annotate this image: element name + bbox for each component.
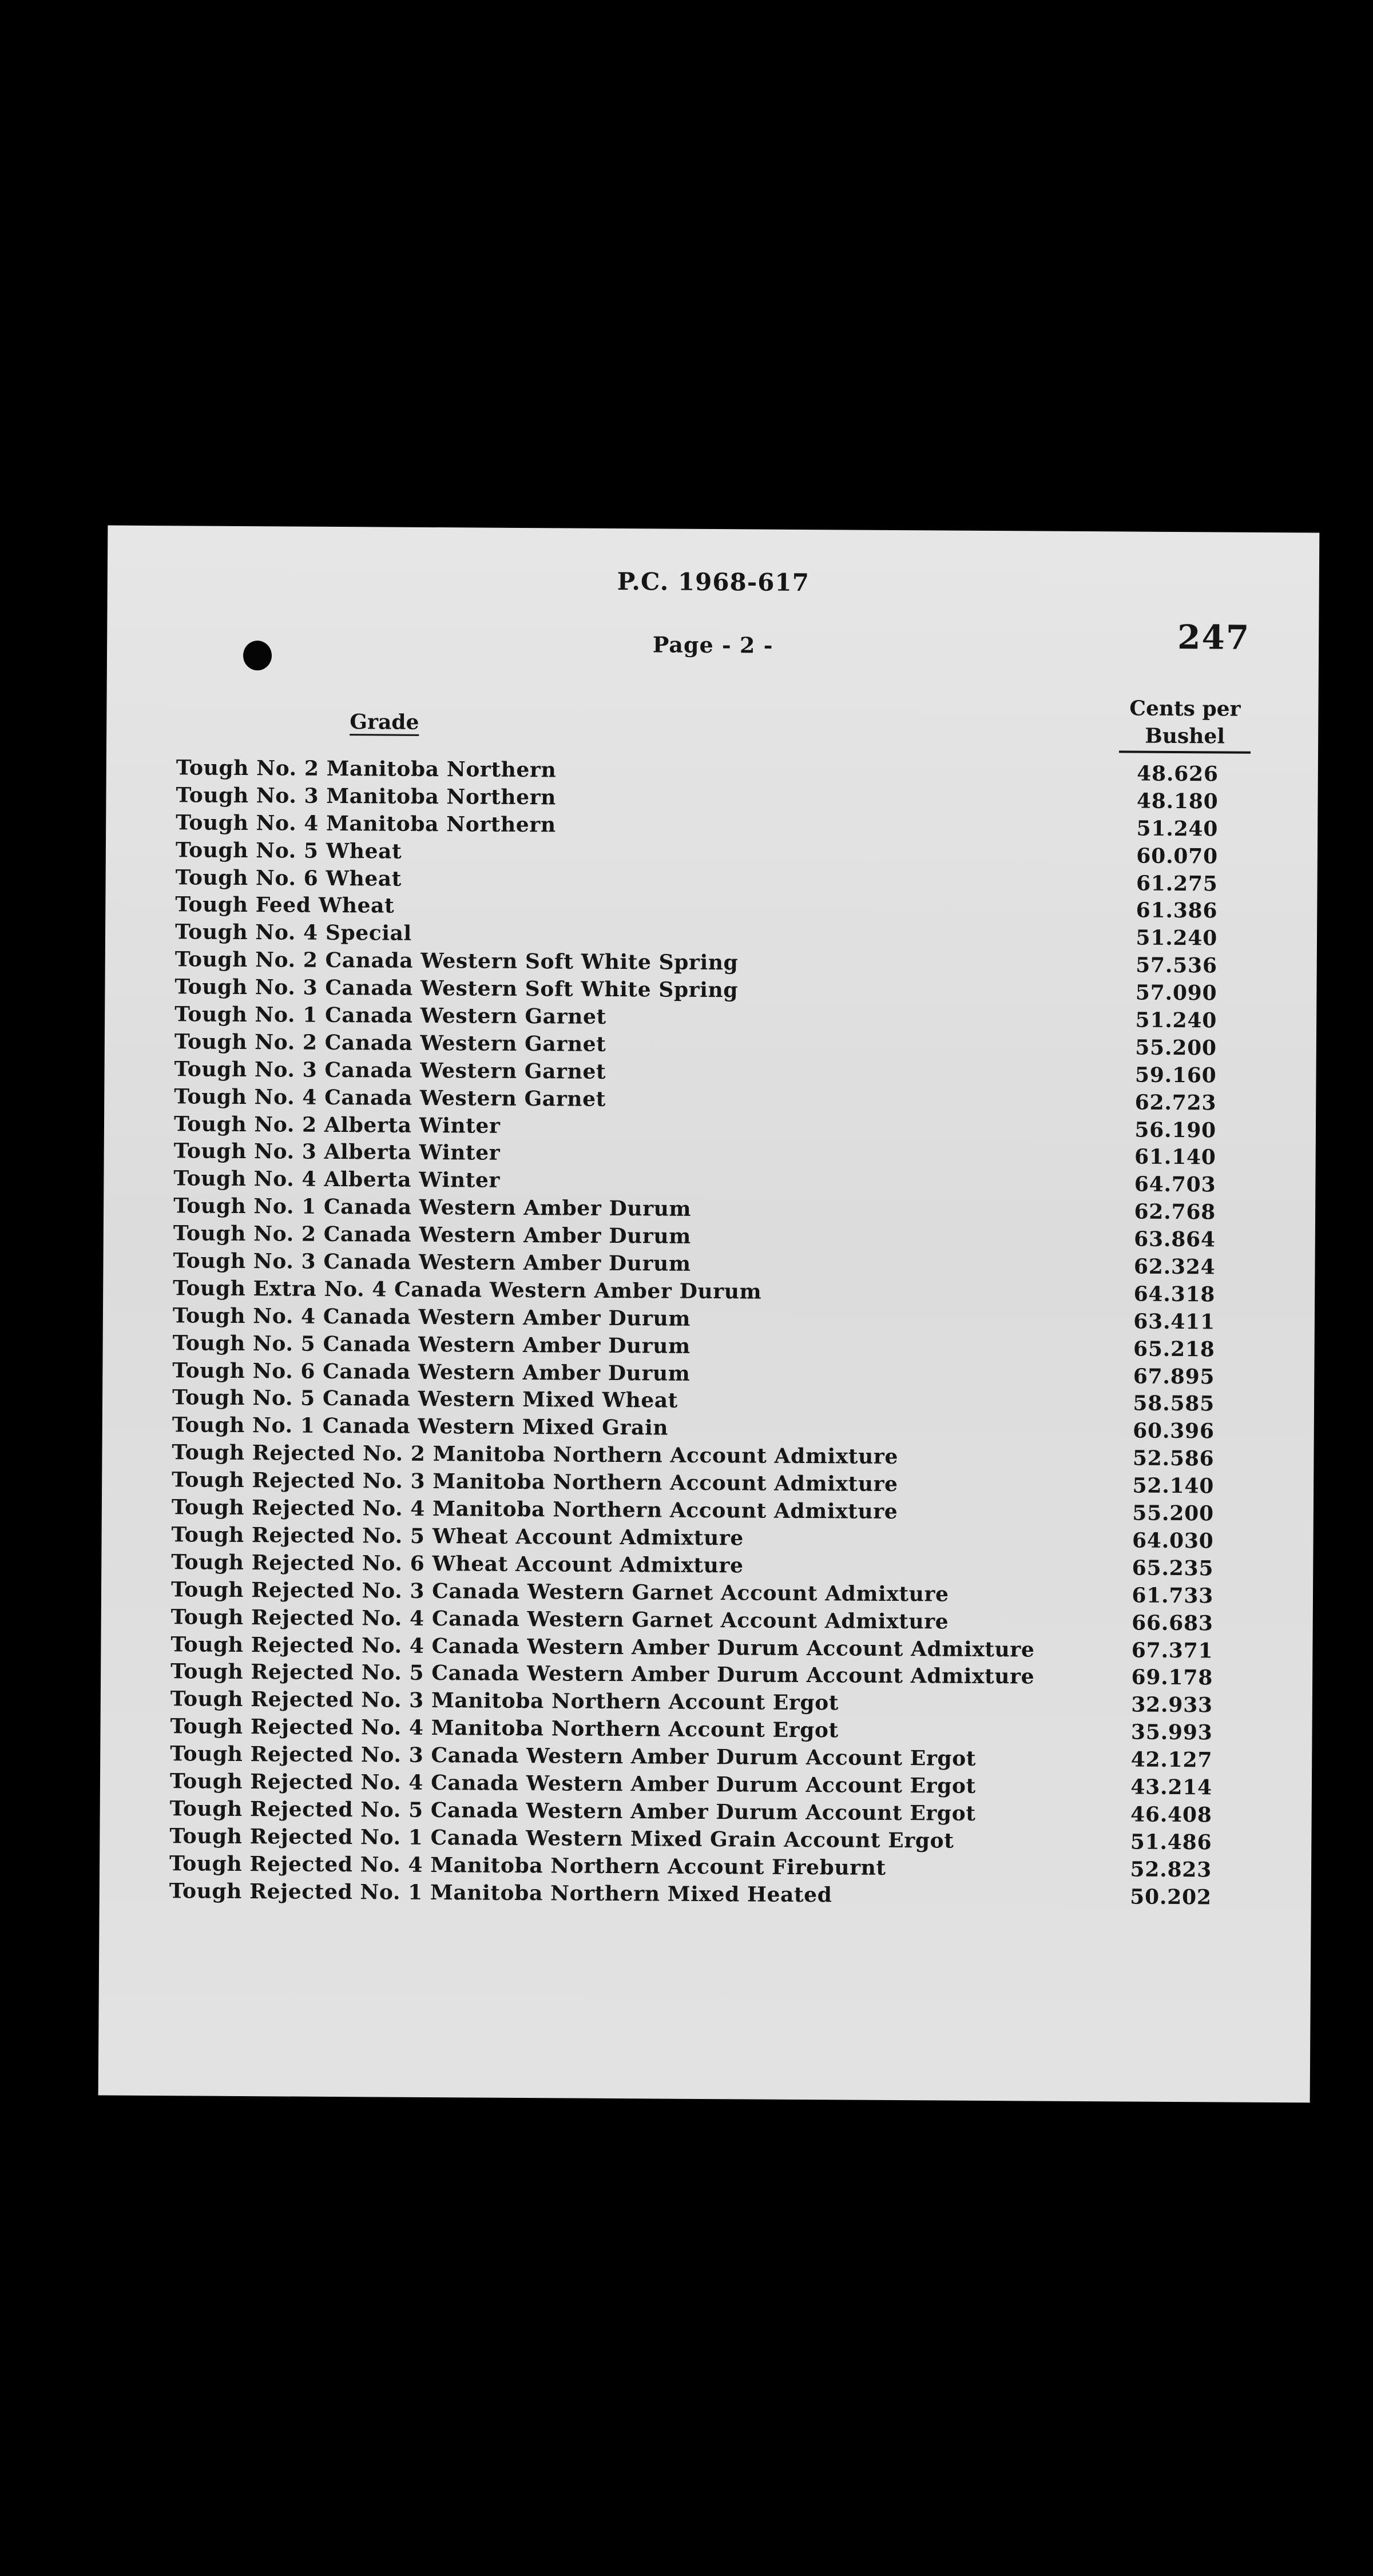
- grade-name: Tough No. 5 Wheat: [175, 837, 402, 864]
- cents-header-line1: Cents per: [1129, 696, 1241, 721]
- cents-per-bushel-value: 52.586: [1132, 1446, 1215, 1471]
- grade-name: Tough No. 4 Special: [174, 920, 412, 946]
- folio-number: 247: [1177, 617, 1251, 657]
- cents-per-bushel-value: 60.070: [1136, 844, 1219, 869]
- grade-name: Tough Extra No. 4 Canada Western Amber Durum: [173, 1276, 762, 1304]
- cents-per-bushel-value: 48.626: [1137, 761, 1219, 786]
- grade-name: Tough No. 1 Canada Western Garnet: [174, 1002, 606, 1029]
- grade-name: Tough Rejected No. 3 Canada Western Amber Durum Account Ergot: [170, 1742, 977, 1771]
- page-label: Page - 2 -: [652, 631, 773, 658]
- cents-per-bushel-value: 64.318: [1133, 1282, 1216, 1307]
- cents-per-bushel-value: 64.703: [1134, 1172, 1216, 1197]
- grade-name: Tough Rejected No. 4 Manitoba Northern Account Admixture: [171, 1495, 898, 1524]
- cents-per-bushel-value: 56.190: [1134, 1118, 1217, 1142]
- cents-per-bushel-value: 65.218: [1133, 1337, 1215, 1362]
- grade-name: Tough No. 3 Canada Western Amber Durum: [173, 1249, 691, 1276]
- cents-per-bushel-value: 62.723: [1134, 1090, 1217, 1115]
- cents-per-bushel-value: 67.371: [1131, 1638, 1213, 1663]
- grade-name: Tough No. 6 Wheat: [175, 865, 402, 891]
- grade-name: Tough No. 5 Canada Western Amber Durum: [172, 1330, 691, 1358]
- table-row: [169, 1878, 1239, 1911]
- cents-per-bushel-value: 61.140: [1134, 1145, 1216, 1170]
- grade-name: Tough Rejected No. 6 Wheat Account Admixture: [171, 1550, 744, 1578]
- grade-name: Tough No. 5 Canada Western Mixed Wheat: [172, 1385, 678, 1413]
- order-number: P.C. 1968-617: [617, 567, 810, 597]
- cents-per-bushel-value: 55.200: [1135, 1035, 1217, 1060]
- grade-name: Tough Rejected No. 1 Manitoba Northern Mixed Heated: [169, 1878, 832, 1907]
- cents-per-bushel-value: 59.160: [1134, 1063, 1217, 1088]
- cents-per-bushel-value: 51.240: [1136, 925, 1218, 951]
- grade-name: Tough No. 4 Manitoba Northern: [176, 810, 556, 837]
- grade-name: Tough No. 2 Alberta Winter: [173, 1111, 501, 1138]
- cents-per-bushel-value: 57.090: [1135, 980, 1217, 1005]
- grade-name: Tough No. 2 Manitoba Northern: [176, 756, 557, 782]
- cents-column-header: [1119, 694, 1251, 753]
- grade-name: Tough Rejected No. 5 Canada Western Amber Durum Account Ergot: [169, 1796, 976, 1826]
- grade-name: Tough No. 3 Manitoba Northern: [176, 783, 557, 810]
- grade-name: Tough Rejected No. 4 Canada Western Amber Durum Account Admixture: [170, 1632, 1035, 1661]
- cents-per-bushel-value: 62.324: [1133, 1254, 1216, 1279]
- cents-per-bushel-value: 42.127: [1130, 1747, 1213, 1772]
- rate-table: [169, 754, 1246, 1911]
- grade-name: Tough Rejected No. 4 Manitoba Northern Account Ergot: [170, 1714, 839, 1743]
- grade-name: Tough Rejected No. 2 Manitoba Northern Account Admixture: [172, 1440, 899, 1469]
- grade-name: Tough No. 2 Canada Western Garnet: [174, 1029, 606, 1056]
- cents-per-bushel-value: 65.235: [1132, 1556, 1214, 1581]
- grade-name: Tough No. 4 Canada Western Garnet: [174, 1084, 606, 1111]
- grade-column-header: Grade: [350, 710, 419, 734]
- cents-per-bushel-value: 62.768: [1134, 1199, 1216, 1225]
- cents-per-bushel-value: 51.240: [1135, 1008, 1217, 1033]
- grade-name: Tough Rejected No. 4 Canada Western Amber Durum Account Ergot: [169, 1769, 976, 1798]
- grade-name: Tough No. 3 Alberta Winter: [173, 1139, 501, 1166]
- grade-name: Tough Rejected No. 5 Wheat Account Admixture: [171, 1522, 744, 1551]
- cents-per-bushel-value: 63.864: [1134, 1227, 1216, 1252]
- cents-per-bushel-value: 35.993: [1130, 1720, 1213, 1745]
- cents-per-bushel-value: 43.214: [1130, 1775, 1213, 1800]
- cents-per-bushel-value: 61.275: [1136, 871, 1218, 896]
- grade-name: Tough No. 4 Canada Western Amber Durum: [172, 1303, 691, 1331]
- grade-name: Tough Rejected No. 4 Canada Western Garnet Account Admixture: [170, 1604, 949, 1634]
- grade-name: Tough Rejected No. 3 Canada Western Garnet Account Admixture: [170, 1577, 949, 1607]
- grade-name: Tough No. 3 Canada Western Garnet: [174, 1057, 606, 1084]
- grade-name: Tough Rejected No. 1 Canada Western Mixed Grain Account Ergot: [169, 1823, 954, 1853]
- cents-per-bushel-value: 58.585: [1133, 1392, 1215, 1416]
- document-page: [98, 526, 1320, 2103]
- grade-name: Tough Rejected No. 3 Manitoba Northern Account Admixture: [172, 1468, 898, 1497]
- cents-per-bushel-value: 52.823: [1130, 1857, 1212, 1882]
- grade-name: Tough No. 1 Canada Western Amber Durum: [173, 1194, 692, 1222]
- cents-per-bushel-value: 57.536: [1136, 953, 1217, 978]
- grade-name: Tough No. 3 Canada Western Soft White Spring: [174, 975, 739, 1003]
- cents-per-bushel-value: 32.933: [1131, 1692, 1213, 1718]
- grade-name: Tough No. 4 Alberta Winter: [173, 1166, 501, 1193]
- cents-per-bushel-value: 69.178: [1131, 1665, 1213, 1690]
- grade-name: Tough No. 2 Canada Western Soft White Spring: [174, 947, 739, 975]
- cents-per-bushel-value: 50.202: [1130, 1885, 1212, 1909]
- grade-name: Tough No. 6 Canada Western Amber Durum: [172, 1358, 691, 1386]
- cents-per-bushel-value: 48.180: [1136, 789, 1219, 814]
- grade-name: Tough Rejected No. 3 Manitoba Northern Account Ergot: [170, 1687, 839, 1715]
- cents-per-bushel-value: 51.240: [1136, 816, 1219, 841]
- cents-per-bushel-value: 61.386: [1136, 899, 1218, 923]
- cents-per-bushel-value: 67.895: [1133, 1364, 1215, 1389]
- cents-per-bushel-value: 63.411: [1133, 1309, 1216, 1334]
- cents-per-bushel-value: 64.030: [1132, 1528, 1214, 1553]
- cents-per-bushel-value: 51.486: [1130, 1830, 1212, 1855]
- cents-per-bushel-value: 61.733: [1132, 1583, 1214, 1608]
- cents-per-bushel-value: 60.396: [1133, 1418, 1215, 1444]
- grade-name: Tough Rejected No. 4 Manitoba Northern Account Fireburnt: [169, 1851, 886, 1880]
- cents-per-bushel-value: 55.200: [1132, 1501, 1215, 1526]
- grade-name: Tough No. 2 Canada Western Amber Durum: [173, 1221, 692, 1249]
- cents-per-bushel-value: 46.408: [1130, 1802, 1212, 1827]
- cents-header-line2: Bushel: [1119, 722, 1251, 753]
- cents-per-bushel-value: 52.140: [1132, 1473, 1215, 1498]
- grade-name: Tough Rejected No. 5 Canada Western Amber Durum Account Admixture: [170, 1659, 1035, 1689]
- grade-name: Tough No. 1 Canada Western Mixed Grain: [172, 1413, 669, 1440]
- cents-per-bushel-value: 66.683: [1132, 1611, 1213, 1636]
- grade-name: Tough Feed Wheat: [175, 892, 395, 919]
